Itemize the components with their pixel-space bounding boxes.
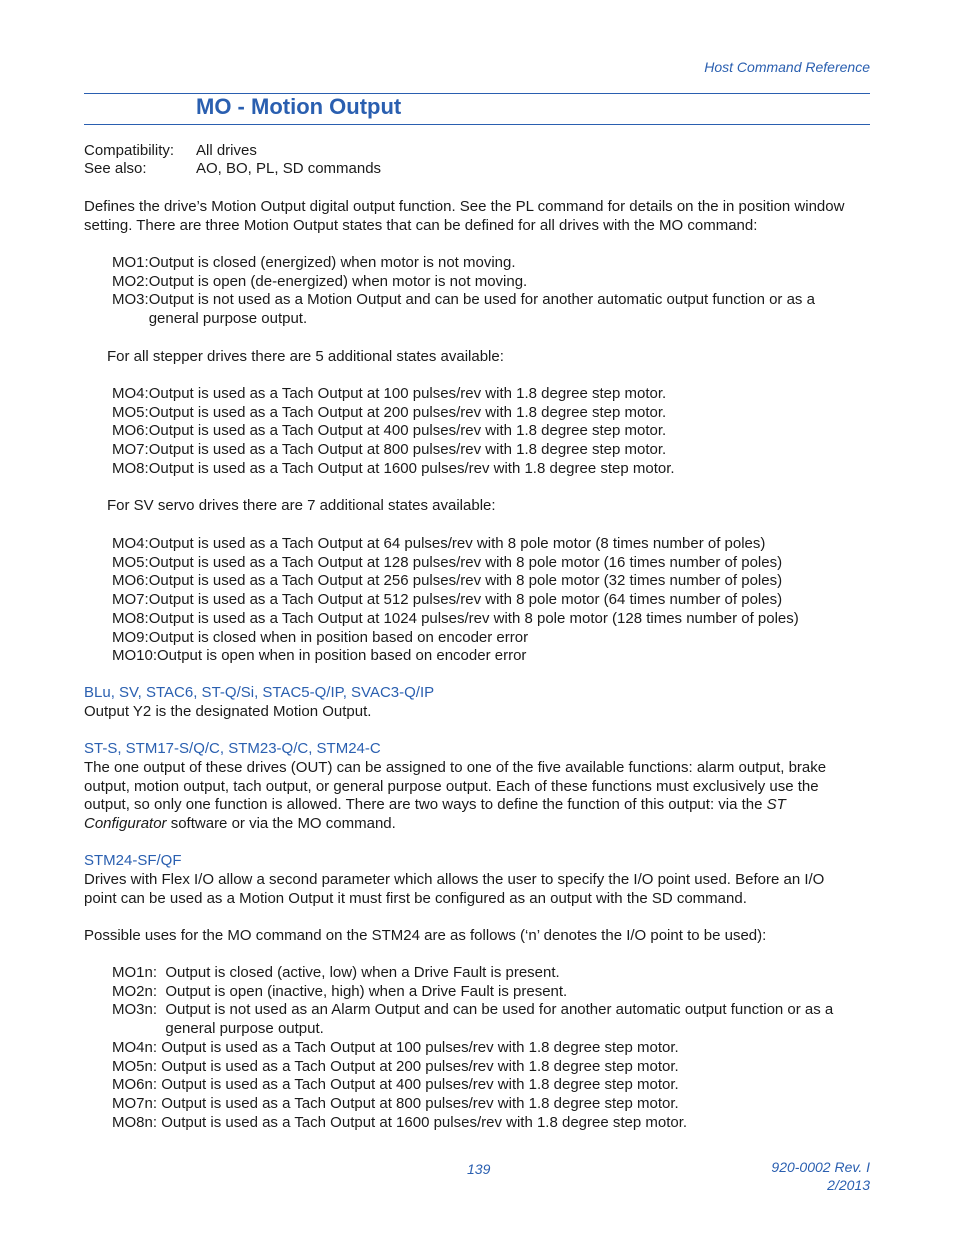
list-item xyxy=(112,572,857,591)
list-item xyxy=(112,273,857,292)
list-item xyxy=(112,554,857,573)
state-code: MO3n: xyxy=(112,1001,166,1019)
list-item xyxy=(112,441,857,460)
state-text: Output is open (inactive, high) when a Drive Fault is present. xyxy=(165,982,568,1000)
list-item xyxy=(112,385,857,404)
list-item xyxy=(112,1095,867,1114)
list-item xyxy=(112,1114,867,1133)
servo-intro: For SV servo drives there are 7 additional states available: xyxy=(107,497,496,514)
state-text: Output is used as a Tach Output at 800 pulses/rev with 1.8 degree step motor. xyxy=(161,1094,679,1112)
state-text: Output is closed (active, low) when a Drive Fault is present. xyxy=(165,964,560,981)
state-text: Output is used as a Tach Output at 100 pulses/rev with 1.8 degree step motor. xyxy=(148,385,667,402)
state-code: MO5n: xyxy=(112,1057,162,1075)
section-heading-st: ST-S, STM17-S/Q/C, STM23-Q/C, STM24-C xyxy=(84,740,381,757)
state-text: Output is used as a Tach Output at 800 pulses/rev with 1.8 degree step motor. xyxy=(148,441,667,459)
list-item xyxy=(112,983,867,1002)
state-code: MO5: xyxy=(112,403,149,421)
base-states-list xyxy=(112,254,857,329)
title-bottom-rule xyxy=(84,124,870,125)
state-code: MO6: xyxy=(112,422,149,440)
list-item xyxy=(112,291,857,328)
state-code: MO7: xyxy=(112,591,149,609)
list-item xyxy=(112,629,857,648)
list-item xyxy=(112,535,857,554)
state-text: Output is used as a Tach Output at 400 pulses/rev with 1.8 degree step motor. xyxy=(161,1076,679,1094)
section-body-stm24: Drives with Flex I/O allow a second parameter which allows the user to specify the I/O point used. Before an I/O point can be used as a Motion Output it must first be configured as an output with the SD command. xyxy=(84,871,825,907)
section-heading-blu: BLu, SV, STAC6, ST-Q/Si, STAC5-Q/IP, SVAC3-Q/IP xyxy=(84,684,435,701)
body-text: software or via the MO command. xyxy=(166,815,396,833)
state-code: MO5: xyxy=(112,553,149,571)
state-code: MO1: xyxy=(112,254,149,271)
state-code: MO10: xyxy=(112,647,158,665)
state-code: MO1n: xyxy=(112,964,166,981)
compatibility-value: All drives xyxy=(196,142,257,159)
list-item xyxy=(112,964,867,983)
state-code: MO7: xyxy=(112,441,149,459)
see-also-value: AO, BO, PL, SD commands xyxy=(196,160,382,177)
revision-date: 2/2013 xyxy=(827,1177,870,1193)
state-text: Output is used as a Tach Output at 128 pulses/rev with 8 pole motor (16 times number of poles) xyxy=(148,553,783,571)
state-text: Output is used as a Tach Output at 512 pulses/rev with 8 pole motor (64 times number of poles) xyxy=(148,591,783,609)
software-name: ST Configurator xyxy=(84,796,786,833)
state-code: MO2n: xyxy=(112,982,166,1000)
intro-paragraph: Defines the drive’s Motion Output digital output function. See the PL command for details on the in position window setting. There are three Motion Output states that can be defined for all drives with the MO command: xyxy=(84,198,845,234)
flex-states-list xyxy=(112,964,867,1132)
list-item xyxy=(112,1039,867,1058)
state-text: Output is not used as an Alarm Output and can be used for another automatic output function or as a general purpose output. xyxy=(165,1001,834,1038)
revision-number: 920-0002 Rev. I xyxy=(771,1159,870,1175)
state-text: Output is used as a Tach Output at 64 pulses/rev with 8 pole motor (8 times number of poles) xyxy=(148,535,766,552)
page-title: MO - Motion Output xyxy=(196,94,402,119)
document-revision xyxy=(771,1158,870,1194)
see-also-label: See also: xyxy=(84,160,147,177)
section-heading-stm24: STM24-SF/QF xyxy=(84,852,182,869)
state-text: Output is used as a Tach Output at 1024 pulses/rev with 8 pole motor (128 times number of poles) xyxy=(148,609,799,627)
state-text: Output is used as a Tach Output at 400 pulses/rev with 1.8 degree step motor. xyxy=(148,422,667,440)
header-reference: Host Command Reference xyxy=(704,59,870,75)
state-text: Output is closed (energized) when motor is not moving. xyxy=(148,254,516,271)
state-text: Output is not used as a Motion Output and can be used for another automatic output function or as a general purpose output. xyxy=(148,291,815,328)
list-item xyxy=(112,1076,867,1095)
section-body-st xyxy=(84,759,859,834)
state-text: Output is used as a Tach Output at 200 pulses/rev with 1.8 degree step motor. xyxy=(148,403,667,421)
list-item xyxy=(112,591,857,610)
state-code: MO4n: xyxy=(112,1038,162,1056)
state-text: Output is used as a Tach Output at 200 pulses/rev with 1.8 degree step motor. xyxy=(161,1057,679,1075)
state-text: Output is open when in position based on encoder error xyxy=(157,647,527,665)
servo-states-list xyxy=(112,535,857,666)
list-item xyxy=(112,1058,867,1077)
state-code: MO8: xyxy=(112,459,149,477)
state-code: MO4: xyxy=(112,535,149,552)
state-text: Output is used as a Tach Output at 256 pulses/rev with 8 pole motor (32 times number of poles) xyxy=(148,572,783,590)
state-code: MO6: xyxy=(112,572,149,590)
state-code: MO9: xyxy=(112,628,149,646)
page-number: 139 xyxy=(467,1161,491,1177)
state-text: Output is used as a Tach Output at 1600 pulses/rev with 1.8 degree step motor. xyxy=(161,1113,688,1131)
state-code: MO6n: xyxy=(112,1076,162,1094)
stepper-states-list xyxy=(112,385,857,479)
compatibility-label: Compatibility: xyxy=(84,142,175,159)
list-item xyxy=(112,404,857,423)
state-code: MO8n: xyxy=(112,1113,162,1131)
list-item xyxy=(112,254,857,273)
list-item xyxy=(112,1001,867,1038)
uses-intro: Possible uses for the MO command on the STM24 are as follows (‘n’ denotes the I/O point to be used): xyxy=(84,927,767,944)
state-code: MO3: xyxy=(112,291,149,309)
state-text: Output is used as a Tach Output at 100 pulses/rev with 1.8 degree step motor. xyxy=(161,1038,679,1056)
list-item xyxy=(112,422,857,441)
body-text: The one output of these drives (OUT) can be assigned to one of the five available functions: alarm output, brake output, motion output, tach output, or general purpose output. Each of these functions must exclusively use the output, so only one function is allowed. There are two ways to define the function of this output: via the xyxy=(84,759,827,814)
section-body-blu: Output Y2 is the designated Motion Output. xyxy=(84,703,372,720)
state-text: Output is used as a Tach Output at 1600 pulses/rev with 1.8 degree step motor. xyxy=(148,459,675,477)
list-item xyxy=(112,647,857,666)
state-code: MO2: xyxy=(112,272,149,290)
list-item xyxy=(112,460,857,479)
state-code: MO4: xyxy=(112,385,149,402)
state-code: MO8: xyxy=(112,609,149,627)
state-text: Output is open (de-energized) when motor is not moving. xyxy=(148,272,528,290)
state-text: Output is closed when in position based on encoder error xyxy=(148,628,529,646)
stepper-intro: For all stepper drives there are 5 additional states available: xyxy=(107,348,504,365)
state-code: MO7n: xyxy=(112,1094,162,1112)
list-item xyxy=(112,610,857,629)
